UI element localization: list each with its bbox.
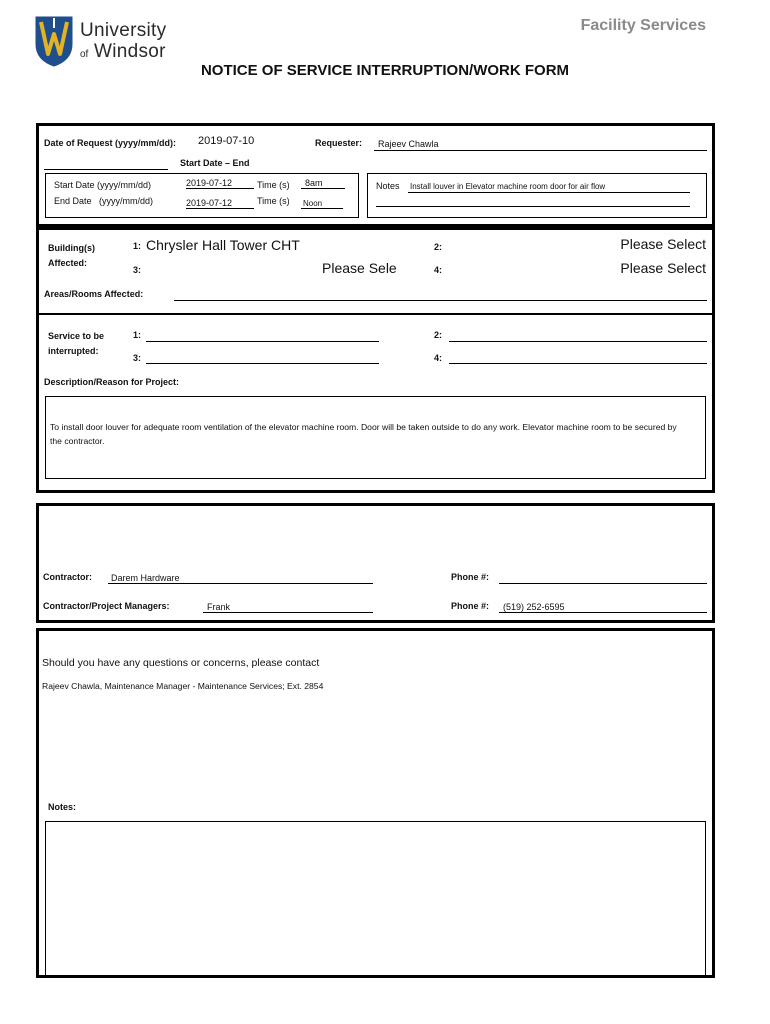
blank-underline <box>44 169 168 170</box>
contractor-underline <box>108 583 373 584</box>
start-date-field[interactable]: 2019-07-12 <box>186 178 254 189</box>
notes-underline-1 <box>408 192 690 193</box>
shield-icon <box>34 14 74 68</box>
request-notes-field[interactable]: Install louver in Elevator machine room door for air flow <box>410 182 606 191</box>
building-1-select[interactable]: Chrysler Hall Tower CHT <box>146 237 300 253</box>
service-3-number: 3: <box>133 353 142 363</box>
logo-word-of: of <box>80 49 89 60</box>
request-notes-label: Notes <box>376 181 400 191</box>
end-time-field[interactable]: Noon <box>301 199 343 209</box>
contact-question: Should you have any questions or concerns, please contact <box>42 657 320 669</box>
building-2-select[interactable]: Please Select <box>620 236 706 252</box>
form-title: NOTICE OF SERVICE INTERRUPTION/WORK FORM <box>200 62 570 79</box>
building-2-number: 2: <box>434 242 443 252</box>
service-2-field[interactable] <box>449 341 707 342</box>
managers-label: Contractor/Project Managers: <box>43 601 170 611</box>
contractor-phone-label: Phone #: <box>451 572 490 582</box>
requester-underline <box>374 150 707 151</box>
managers-field[interactable]: Frank <box>207 602 231 612</box>
contact-person: Rajeev Chawla, Maintenance Manager - Maintenance Services; Ext. 2854 <box>42 681 324 691</box>
areas-rooms-label: Areas/Rooms Affected: <box>44 289 144 299</box>
buildings-label-1: Building(s) <box>48 243 95 253</box>
building-4-select[interactable]: Please Select <box>620 260 706 276</box>
end-time-label: Time (s) <box>257 196 290 206</box>
notes-box <box>367 173 707 218</box>
areas-rooms-field[interactable] <box>174 300 707 301</box>
logo-word-windsor: Windsor <box>94 41 166 62</box>
description-text: To install door louver for adequate room ventilation of the elevator machine room. Door will be taken outside to do any work. Elevator machine room to be secured by the contractor. <box>50 422 677 446</box>
requester-field[interactable]: Rajeev Chawla <box>378 139 439 149</box>
service-1-field[interactable] <box>146 341 379 342</box>
service-1-number: 1: <box>133 330 142 340</box>
university-logo <box>34 14 184 68</box>
notes-textarea[interactable] <box>45 821 706 977</box>
service-3-field[interactable] <box>146 363 379 364</box>
manager-phone-field[interactable]: (519) 252-6595 <box>503 602 565 612</box>
start-date-label: Start Date (yyyy/mm/dd) <box>54 180 152 190</box>
building-1-number: 1: <box>133 241 142 251</box>
building-4-number: 4: <box>434 265 443 275</box>
contractor-label: Contractor: <box>43 572 92 582</box>
service-label-2: interrupted: <box>48 346 99 356</box>
requester-label: Requester: <box>315 138 363 148</box>
manager-phone-underline <box>499 612 707 613</box>
start-time-field[interactable]: 8am <box>301 178 345 189</box>
contractor-field[interactable]: Darem Hardware <box>111 573 180 583</box>
contractor-phone-underline <box>499 583 707 584</box>
service-label-1: Service to be <box>48 331 105 341</box>
logo-word-university: University <box>80 20 167 41</box>
service-4-number: 4: <box>434 353 443 363</box>
building-3-select[interactable]: Please Sele <box>322 260 397 276</box>
description-label: Description/Reason for Project: <box>44 377 180 387</box>
manager-phone-label: Phone #: <box>451 601 490 611</box>
start-end-heading: Start Date – End <box>180 158 250 168</box>
date-of-request-field[interactable]: 2019-07-10 <box>198 135 255 147</box>
section-divider <box>37 313 714 315</box>
date-of-request-label: Date of Request (yyyy/mm/dd): <box>44 138 177 148</box>
end-date-field[interactable]: 2019-07-12 <box>186 198 254 209</box>
service-4-field[interactable] <box>449 363 707 364</box>
service-2-number: 2: <box>434 330 443 340</box>
start-time-label: Time (s) <box>257 180 290 190</box>
department-name: Facility Services <box>580 17 706 34</box>
building-3-number: 3: <box>133 265 142 275</box>
buildings-label-2: Affected: <box>48 258 88 268</box>
notes-underline-2 <box>376 206 690 207</box>
managers-underline <box>203 612 373 613</box>
end-date-label: End Date (yyyy/mm/dd) <box>54 196 154 206</box>
notes-label: Notes: <box>48 802 77 812</box>
